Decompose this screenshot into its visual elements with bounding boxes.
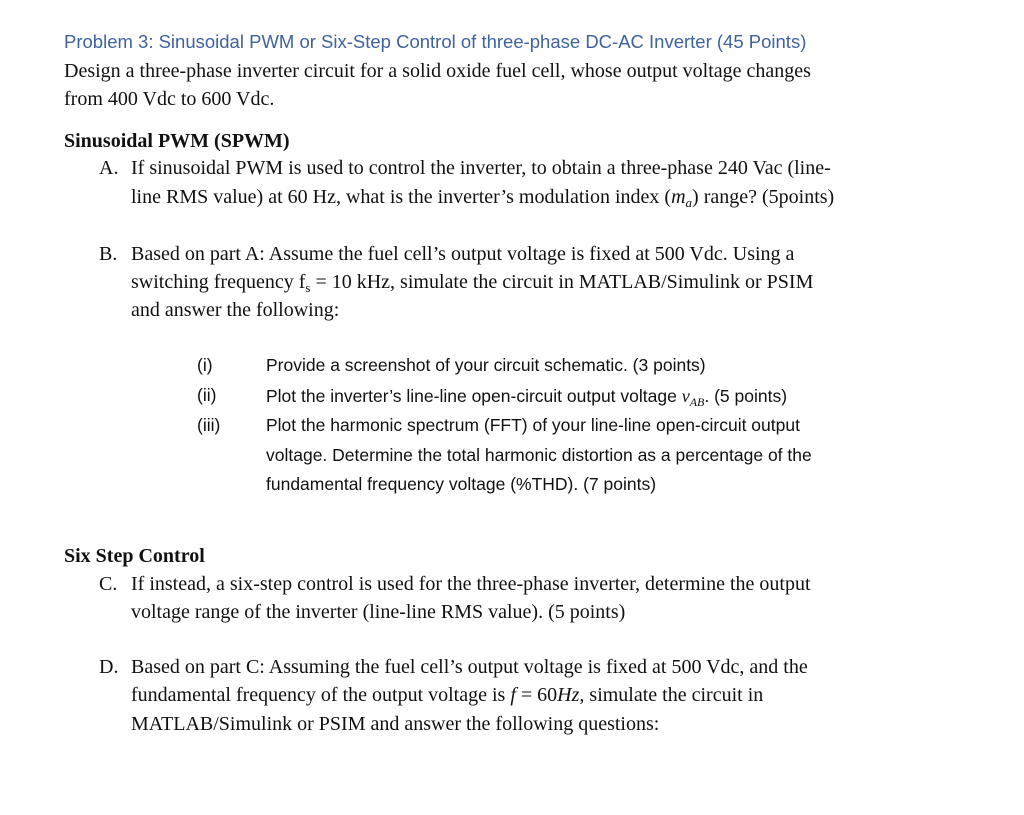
- subitem-ii-text-post: . (5 points): [704, 386, 788, 406]
- subitem-i-text: Provide a screenshot of your circuit schematic. (3 points): [266, 355, 706, 375]
- subitem-iii-line-3: fundamental frequency voltage (%THD). (7 points): [266, 474, 657, 494]
- part-d-line-2: [131, 685, 763, 705]
- modulation-index-symbol: m: [671, 186, 686, 208]
- problem-title: Problem 3: Sinusoidal PWM or Six-Step Control of three-phase DC-AC Inverter (45 Points): [64, 31, 807, 52]
- part-a-line-2-pre: line RMS value) at 60 Hz, what is the inverter’s modulation index (: [131, 186, 672, 208]
- part-b-line-1: Based on part A: Assume the fuel cell’s output voltage is fixed at 500 Vdc. Using a: [131, 243, 795, 265]
- switching-frequency-subscript: s: [305, 280, 311, 295]
- part-b-line-2: [131, 271, 814, 295]
- subitem-iii-numeral: (iii): [197, 415, 221, 435]
- part-b-line-3: and answer the following:: [131, 299, 340, 321]
- part-b-line-2-post: = 10 kHz, simulate the circuit in MATLAB/Simulink or PSIM: [310, 271, 814, 293]
- part-b-letter: B.: [99, 243, 118, 265]
- subitem-ii-text: [266, 386, 788, 409]
- part-d-letter: D.: [99, 656, 119, 678]
- frequency-unit: Hz: [557, 684, 580, 706]
- frequency-equals: = 60: [515, 684, 558, 706]
- modulation-index-subscript: a: [685, 195, 693, 210]
- voltage-subscript: AB: [689, 395, 705, 409]
- part-d-line-2-pre: fundamental frequency of the output voltage is: [131, 684, 511, 706]
- intro-line-2: from 400 Vdc to 600 Vdc.: [64, 88, 275, 110]
- part-d-line-3: MATLAB/Simulink or PSIM and answer the following questions:: [131, 713, 660, 735]
- six-step-heading: Six Step Control: [64, 545, 205, 567]
- frequency-symbol: f: [510, 684, 516, 706]
- subitem-i-numeral: (i): [197, 355, 213, 375]
- part-a-line-2: [131, 186, 835, 210]
- part-a-line-1: If sinusoidal PWM is used to control the inverter, to obtain a three-phase 240 Vac (line-: [131, 157, 831, 179]
- part-d-line-1: Based on part C: Assuming the fuel cell’s output voltage is fixed at 500 Vdc, and the: [131, 656, 808, 678]
- part-a-line-2-post: ) range? (5points): [692, 186, 835, 208]
- intro-line-1: Design a three-phase inverter circuit for a solid oxide fuel cell, whose output voltage changes: [64, 60, 811, 82]
- part-c-line-2: voltage range of the inverter (line-line RMS value). (5 points): [131, 601, 626, 623]
- subitem-iii-line-1: Plot the harmonic spectrum (FFT) of your line-line open-circuit output: [266, 415, 800, 435]
- subitem-ii-text-pre: Plot the inverter’s line-line open-circuit output voltage: [266, 386, 682, 406]
- subitem-iii-line-2: voltage. Determine the total harmonic distortion as a percentage of the: [266, 445, 812, 465]
- voltage-symbol: v: [681, 386, 690, 406]
- part-a-letter: A.: [99, 157, 119, 179]
- part-c-letter: C.: [99, 573, 118, 595]
- part-d-line-2-post: , simulate the circuit in: [579, 684, 764, 706]
- part-c-line-1: If instead, a six-step control is used for the three-phase inverter, determine the output: [131, 573, 811, 595]
- spwm-heading: Sinusoidal PWM (SPWM): [64, 130, 290, 152]
- subitem-ii-numeral: (ii): [197, 385, 217, 405]
- part-b-line-2-pre: switching frequency f: [131, 271, 306, 293]
